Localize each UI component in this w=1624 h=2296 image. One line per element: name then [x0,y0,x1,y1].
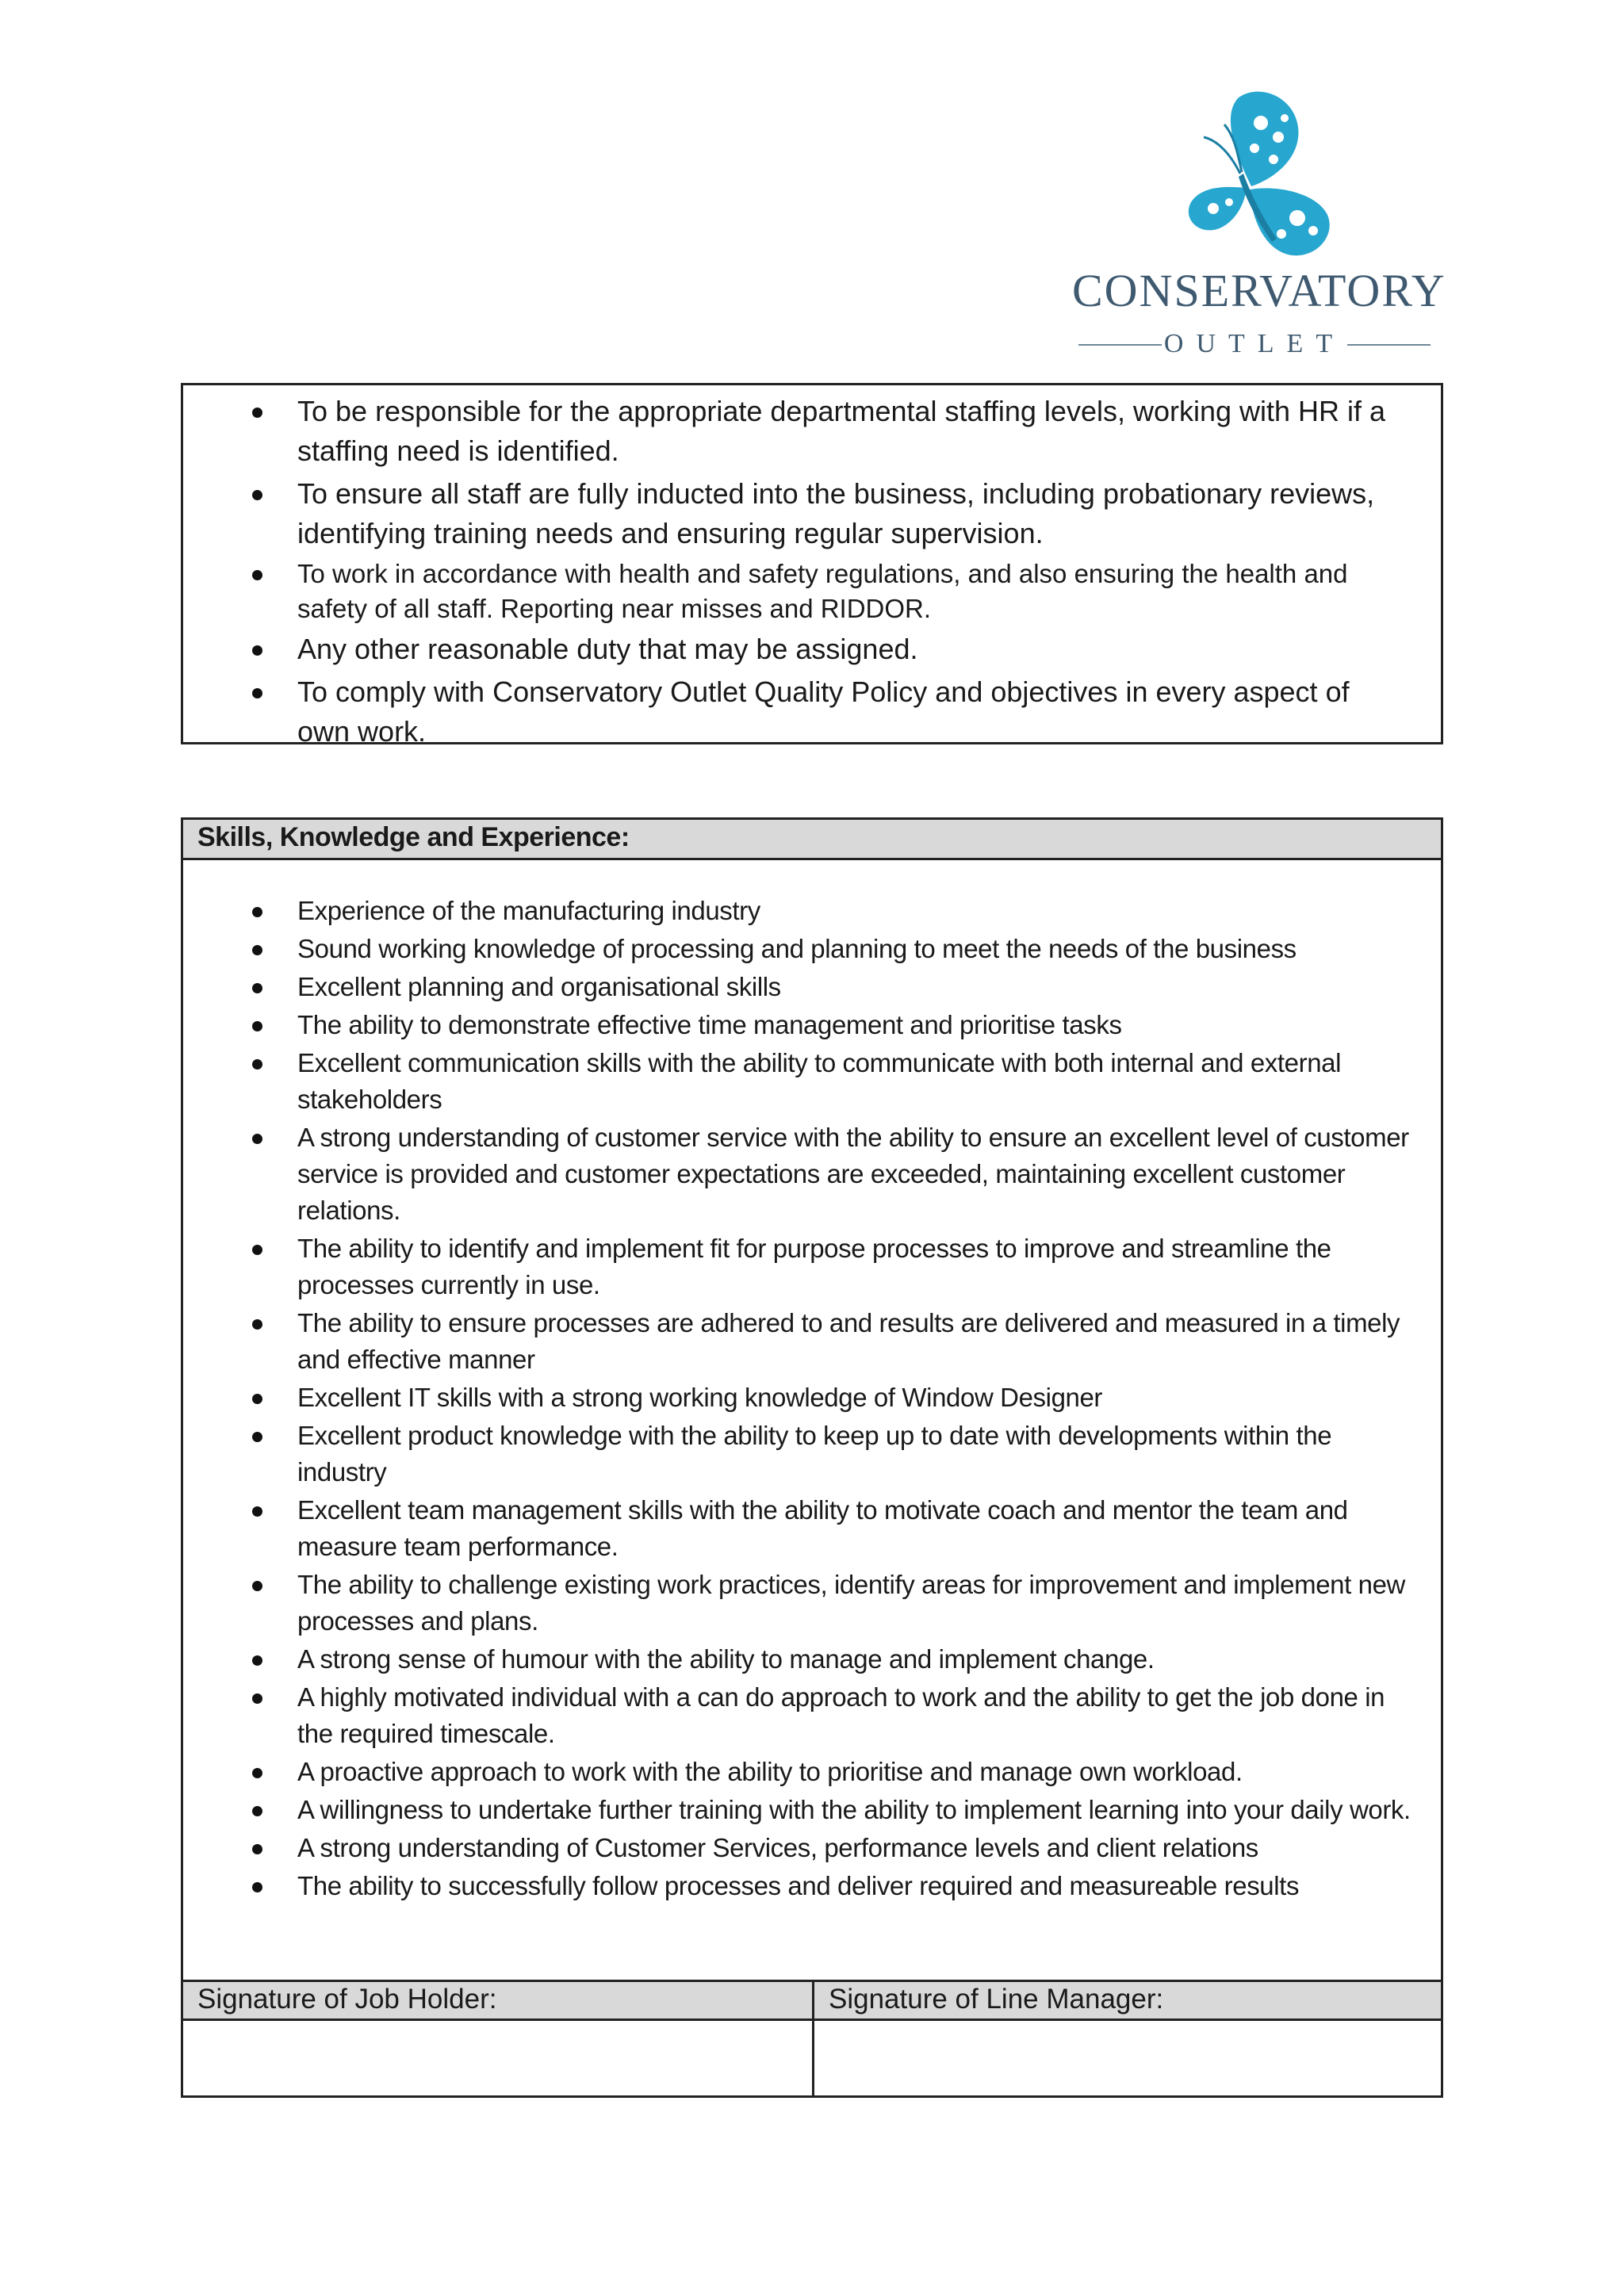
list-item: Experience of the manufacturing industry [183,893,1441,929]
list-item: A strong sense of humour with the ability to manage and implement change. [183,1641,1441,1678]
list-item: The ability to successfully follow processes and deliver required and measureable results [183,1868,1441,1904]
list-item: The ability to demonstrate effective time management and prioritise tasks [183,1007,1441,1043]
signature-line-manager-label-cell [814,1982,1441,2021]
list-item: To work in accordance with health and safety regulations, and also ensuring the health and safety of all staff. Reporting near misses and RIDDOR. [183,557,1441,626]
company-logo [1072,91,1446,358]
skills-heading: Skills, Knowledge and Experience: [197,822,630,852]
list-item: A willingness to undertake further training with the ability to implement learning into your daily work. [183,1792,1441,1828]
signature-job-holder-label-cell [183,1982,812,2021]
list-item: To comply with Conservatory Outlet Quality Policy and objectives in every aspect of own work. [183,672,1441,752]
list-item: Excellent IT skills with a strong working knowledge of Window Designer [183,1380,1441,1416]
list-item: To ensure all staff are fully inducted into the business, including probationary reviews, identifying training needs and ensuring regular supervision. [183,474,1441,553]
skills-list [183,893,1441,1906]
brand-subtitle-row [1072,329,1437,361]
list-item: Excellent product knowledge with the ability to keep up to date with developments within the industry [183,1418,1441,1490]
list-item: Any other reasonable duty that may be assigned. [183,629,1441,669]
signature-line-manager-cell [814,1982,1441,2095]
signature-line-manager-label: Signature of Line Manager: [829,1984,1164,2015]
brand-subtitle: OUTLET [1163,329,1346,358]
butterfly-icon [1158,91,1348,266]
list-item: A strong understanding of customer service with the ability to ensure an excellent level of customer service is provided and customer expectations are exceeded, maintaining excellent customer relations. [183,1119,1441,1229]
responsibilities-box [181,383,1443,748]
list-item: Sound working knowledge of processing and planning to meet the needs of the business [183,931,1441,967]
brand-name: CONSERVATORY [1072,265,1446,316]
list-item: Excellent team management skills with the ability to motivate coach and mentor the team and measure team performance. [183,1492,1441,1565]
list-item: Excellent planning and organisational skills [183,969,1441,1005]
skills-box [181,817,1443,2098]
signature-job-holder-label: Signature of Job Holder: [197,1984,497,2015]
list-item: A proactive approach to work with the ability to prioritise and manage own workload. [183,1754,1441,1790]
skills-header [183,820,1441,860]
list-item: To be responsible for the appropriate departmental staffing levels, working with HR if a staffing need is identified. [183,392,1441,471]
list-item: The ability to identify and implement fit for purpose processes to improve and streamline the processes currently in use. [183,1230,1441,1303]
list-item: Excellent communication skills with the ability to communicate with both internal and external stakeholders [183,1045,1441,1118]
signature-row [183,1980,1441,2095]
list-item: The ability to ensure processes are adhered to and results are delivered and measured in a timely and effective manner [183,1305,1441,1378]
list-item: The ability to challenge existing work practices, identify areas for improvement and implement new processes and plans. [183,1567,1441,1640]
signature-job-holder-cell [183,1982,814,2095]
responsibilities-list [183,392,1441,755]
list-item: A strong understanding of Customer Services, performance levels and client relations [183,1830,1441,1866]
list-item: A highly motivated individual with a can do approach to work and the ability to get the job done in the required timescale. [183,1679,1441,1752]
